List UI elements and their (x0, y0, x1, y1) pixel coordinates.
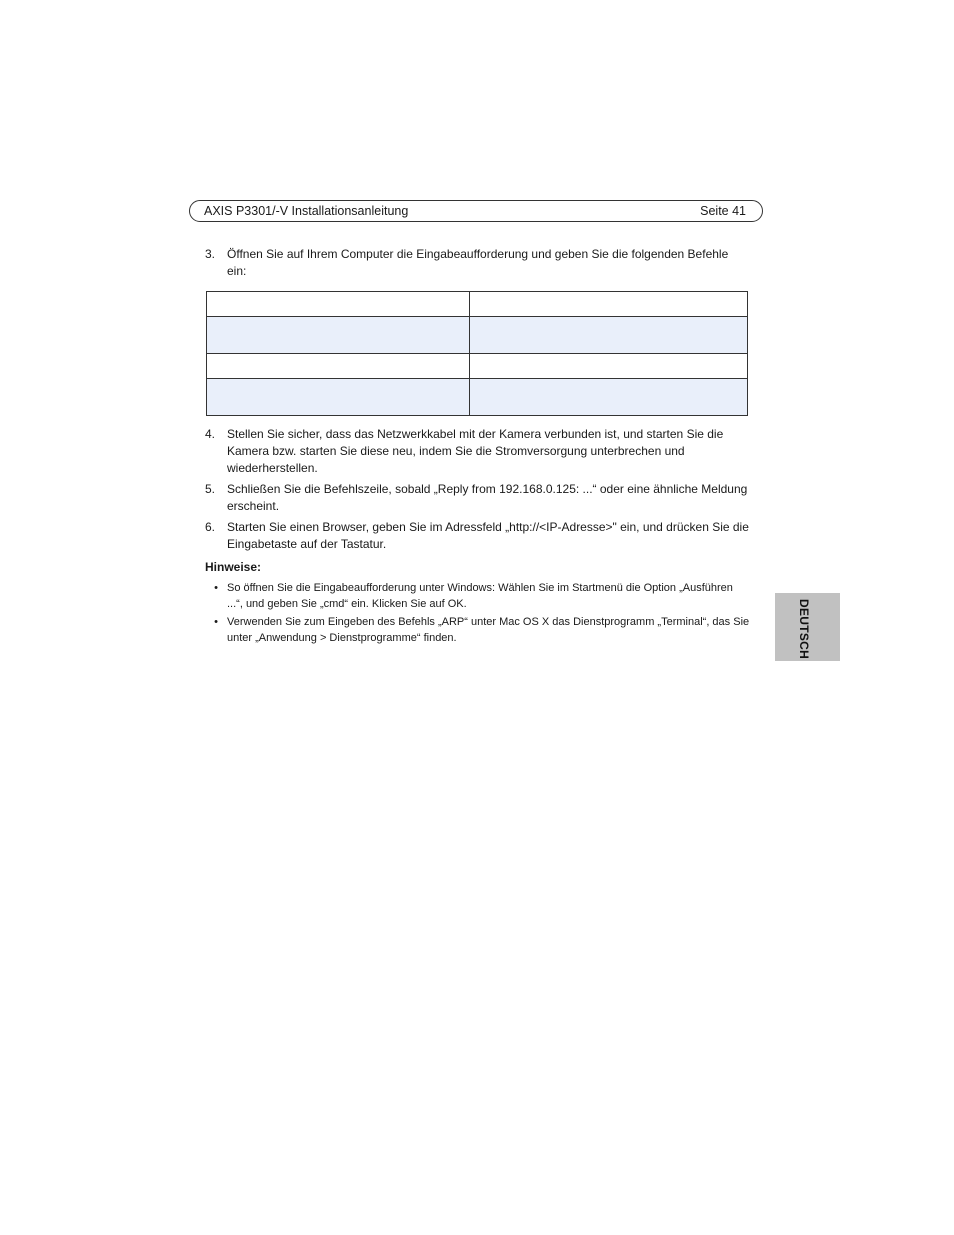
table-cell (207, 292, 470, 317)
bullet-icon: • (214, 616, 218, 628)
table-cell (207, 317, 470, 354)
notes-list (205, 580, 750, 646)
table-cell (207, 379, 470, 416)
bullet-icon: • (214, 582, 218, 594)
table-row (207, 292, 748, 317)
page-header (189, 200, 763, 222)
table-cell (470, 354, 748, 379)
step-4 (205, 426, 750, 477)
main-content (205, 246, 750, 648)
table-cell (207, 354, 470, 379)
step-number: 4. (205, 427, 216, 441)
note-text: Verwenden Sie zum Eingeben des Befehls „ARP“ unter Mac OS X das Dienstprogramm „Terminal“, das Sie unter „Anwendung > Dienstprogramme“ finden. (227, 616, 750, 644)
table-row (207, 317, 748, 354)
language-tab (775, 593, 840, 661)
note-text: So öffnen Sie die Eingabeaufforderung unter Windows: Wählen Sie im Startmenü die Option „Ausführen ...“, und geben Sie „cmd“ ein. Klicken Sie auf OK. (227, 582, 733, 610)
table-cell (470, 379, 748, 416)
step-text: Schließen Sie die Befehlszeile, sobald „Reply from 192.168.0.125: ...“ oder eine ähnliche Meldung erscheint. (227, 482, 748, 513)
step-text: Öffnen Sie auf Ihrem Computer die Eingabeaufforderung und geben Sie die folgenden Befehle ein: (227, 247, 729, 278)
list-item (205, 580, 750, 612)
document-title: AXIS P3301/-V Installationsanleitung (204, 204, 409, 218)
notes-heading: Hinweise: (205, 560, 262, 574)
language-tab-label: DEUTSCH (797, 599, 811, 660)
list-item (205, 614, 750, 646)
page-number: Seite 41 (700, 204, 746, 218)
step-text: Stellen Sie sicher, dass das Netzwerkkabel mit der Kamera verbunden ist, und starten Sie die Kamera bzw. starten Sie diese neu, indem Sie die Stromversorgung unterbrechen und wiederherstellen. (227, 427, 724, 475)
step-5 (205, 481, 750, 515)
table-cell (470, 292, 748, 317)
step-6 (205, 519, 750, 553)
table-cell (470, 317, 748, 354)
step-3 (205, 246, 750, 280)
step-number: 5. (205, 482, 216, 496)
table-row (207, 379, 748, 416)
table-row (207, 354, 748, 379)
step-number: 3. (205, 247, 216, 261)
step-text: Starten Sie einen Browser, geben Sie im Adressfeld „http://<IP-Adresse>" ein, und drücken Sie die Eingabetaste auf der Tastatur. (227, 520, 749, 551)
command-table (206, 291, 748, 416)
step-number: 6. (205, 520, 216, 534)
